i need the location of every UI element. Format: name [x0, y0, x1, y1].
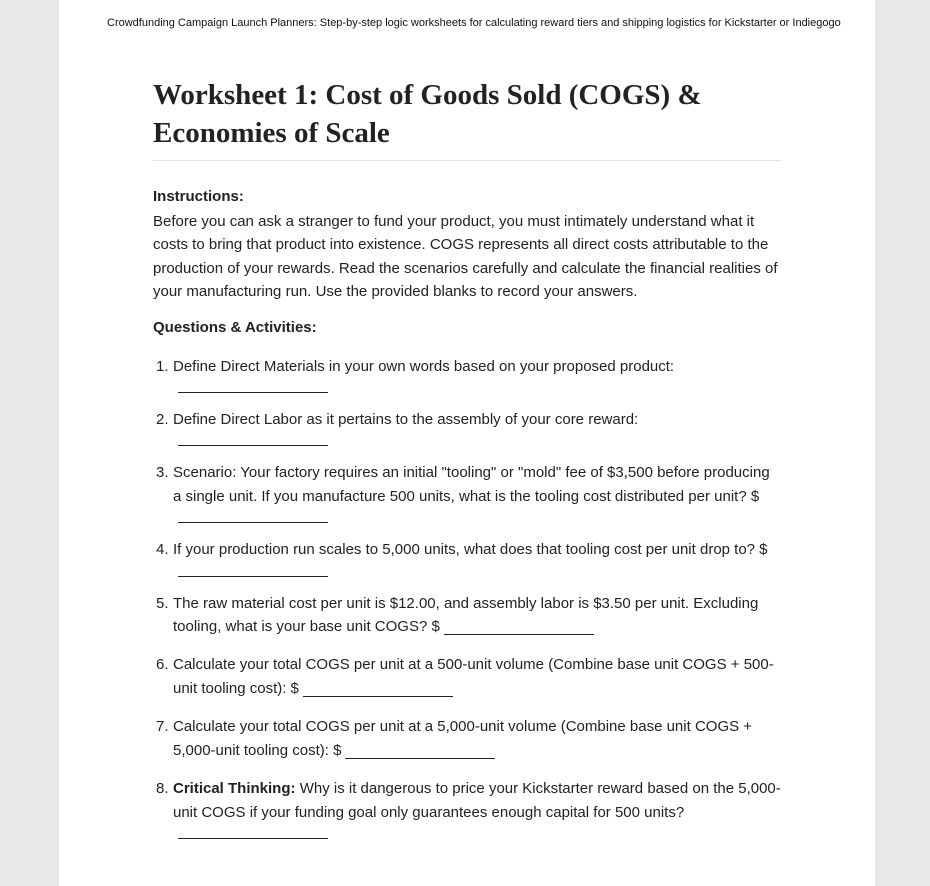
question-number: 2. [156, 411, 169, 429]
question-number: 8. [156, 780, 169, 798]
question-text: Why is it dangerous to price your Kickstarter reward based on the 5,000-unit COGS if your funding goal only guarantees enough capital for 500 units? [173, 780, 781, 821]
question-number: 7. [156, 718, 169, 736]
question-item [153, 408, 781, 446]
answer-blank[interactable] [178, 824, 328, 839]
answer-blank[interactable] [178, 431, 328, 446]
question-item [153, 715, 781, 762]
question-number: 3. [156, 464, 169, 482]
critical-thinking-label: Critical Thinking: [173, 780, 296, 798]
answer-blank[interactable] [178, 562, 328, 577]
question-item [153, 653, 781, 700]
question-list [153, 355, 781, 839]
question-item [153, 538, 781, 576]
running-header: Crowdfunding Campaign Launch Planners: Step-by-step logic worksheets for calculating reward tiers and shipping logistics for Kickstarter or Indiegogo [107, 17, 841, 29]
answer-blank[interactable] [178, 378, 328, 393]
question-text: Calculate your total COGS per unit at a 500-unit volume (Combine base unit COGS + 500-unit tooling cost): $ [173, 656, 774, 697]
question-text: The raw material cost per unit is $12.00, and assembly labor is $3.50 per unit. Excluding tooling, what is your base unit COGS? $ [173, 594, 759, 636]
instructions-text: Before you can ask a stranger to fund your product, you must intimately understand what it costs to bring that product into existence. COGS represents all direct costs attributable to the production of your rewards. Read the scenarios carefully and calculate the financial realities of your manufacturing run. Use the provided blanks to record your answers. [153, 213, 778, 301]
question-item [153, 461, 781, 523]
answer-blank[interactable] [444, 618, 594, 635]
answer-blank[interactable] [303, 680, 453, 697]
title-divider [153, 160, 781, 161]
question-text: Scenario: Your factory requires an initial "tooling" or "mold" fee of $3,500 before producing a single unit. If you manufacture 500 units, what is the tooling cost distributed per unit? $ [173, 464, 770, 505]
question-number: 4. [156, 541, 169, 559]
worksheet-content [153, 76, 781, 839]
question-text: Define Direct Materials in your own words based on your proposed product: [173, 357, 675, 375]
worksheet-title: Worksheet 1: Cost of Goods Sold (COGS) & Economies of Scale [153, 79, 702, 149]
worksheet-page [59, 0, 875, 886]
question-text: If your production run scales to 5,000 units, what does that tooling cost per unit drop to? $ [173, 541, 768, 559]
question-text: Define Direct Labor as it pertains to the assembly of your core reward: [173, 411, 639, 429]
answer-blank[interactable] [345, 742, 495, 759]
question-item [153, 592, 781, 639]
question-number: 6. [156, 656, 169, 674]
question-number: 5. [156, 594, 169, 612]
question-item [153, 355, 781, 393]
questions-label: Questions & Activities: [153, 318, 317, 336]
instructions-label: Instructions: [153, 188, 244, 205]
question-number: 1. [156, 357, 169, 375]
question-item [153, 777, 781, 839]
question-text: Calculate your total COGS per unit at a 5,000-unit volume (Combine base unit COGS + 5,000-unit tooling cost): $ [173, 718, 753, 759]
answer-blank[interactable] [178, 508, 328, 523]
